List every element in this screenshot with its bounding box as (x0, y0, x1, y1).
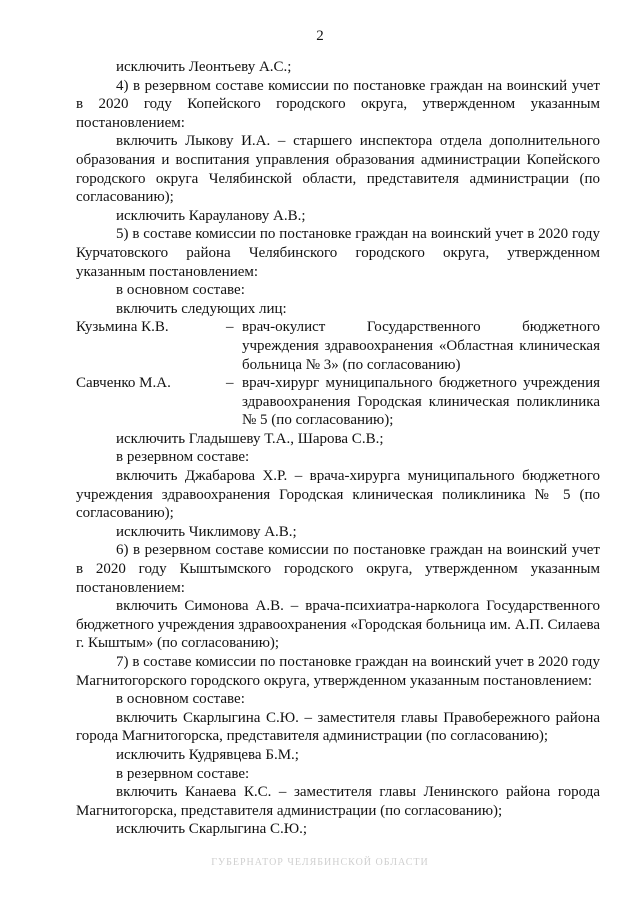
paragraph-6: в основном составе: (116, 282, 245, 299)
person-name: Савченко М.А. (76, 375, 171, 392)
paragraph-3: включить Лыкову И.А. – старшего инспектора отдела дополнительного образования и воспитания управления образования администрации Копейского городского округа Челябинской области, представителя администрации (по согласованию); (76, 133, 600, 206)
paragraph-10: включить Джабарова Х.Р. – врача-хирурга муниципального бюджетного учреждения здравоохранения Городская клиническая поликлиника № 5 (по согласованию); (76, 468, 600, 522)
person-row (76, 318, 600, 374)
paragraph-8: исключить Гладышеву Т.А., Шарова С.В.; (116, 430, 384, 447)
paragraph-16: включить Скарлыгина С.Ю. – заместителя главы Правобережного района города Магнитогорска, представителя администрации (по согласованию); (76, 709, 600, 745)
paragraph-5: 5) в составе комиссии по постановке граждан на воинский учет в 2020 году Курчатовского района Челябинского городского округа, утвержденном указанным постановлением: (76, 226, 600, 280)
person-name: Кузьмина К.В. (76, 319, 169, 336)
paragraph-2: 4) в резервном составе комиссии по постановке граждан на воинский учет в 2020 году Копейского городского округа, утвержденном указанным постановлением: (76, 77, 600, 131)
paragraph-4: исключить Карауланову А.В.; (116, 207, 306, 224)
paragraph-20: исключить Скарлыгина С.Ю.; (116, 821, 308, 838)
person-description: врач-хирург муниципального бюджетного учреждения здравоохранения Городская клиническая поликлиника № 5 (по согласованию); (242, 375, 600, 429)
person-description: врач-окулист Государственного бюджетного учреждения здравоохранения «Областная клиническая больница № 3» (по согласованию) (242, 319, 600, 373)
page-number: 2 (316, 28, 324, 44)
person-dash: – (226, 375, 234, 392)
paragraph-14: 7) в составе комиссии по постановке граждан на воинский учет в 2020 году Магнитогорского городского округа, утвержденном указанным постановлением: (76, 654, 600, 689)
paragraph-19: включить Канаева К.С. – заместителя главы Ленинского района города Магнитогорска, представителя администрации (по согласованию); (76, 784, 600, 819)
footer-watermark: ГУБЕРНАТОР ЧЕЛЯБИНСКОЙ ОБЛАСТИ (211, 857, 429, 868)
paragraph-15: в основном составе: (116, 691, 245, 708)
paragraph-12: 6) в резервном составе комиссии по постановке граждан на воинский учет в 2020 году Кыштымского городского округа, утвержденном указанным постановлением: (76, 542, 600, 596)
person-row (76, 374, 600, 430)
document-body (76, 58, 600, 839)
person-dash: – (226, 319, 234, 336)
paragraph-11: исключить Чиклимову А.В.; (116, 523, 297, 540)
paragraph-17: исключить Кудрявцева Б.М.; (116, 746, 299, 763)
paragraph-13: включить Симонова А.В. – врача-психиатра-нарколога Государственного бюджетного учреждения здравоохранения «Городская больница им. А.П. Силаева г. Кыштым» (по согласованию); (76, 598, 600, 652)
paragraph-18: в резервном составе: (116, 765, 250, 782)
paragraph-9: в резервном составе: (116, 449, 250, 466)
paragraph-1: исключить Леонтьеву А.С.; (116, 59, 292, 75)
paragraph-7: включить следующих лиц: (116, 300, 287, 317)
